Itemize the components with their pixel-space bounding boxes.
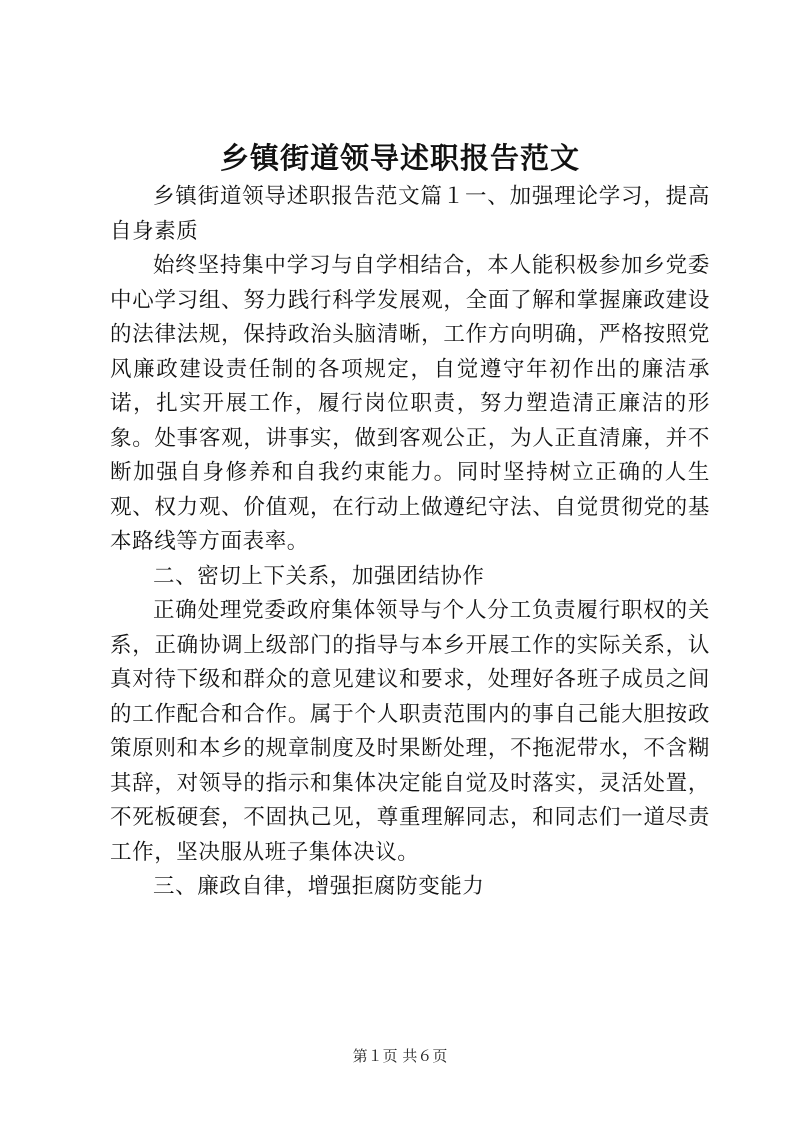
paragraph-2: 正确处理党委政府集体领导与个人分工负责履行职权的关系，正确协调上级部门的指导与本乡开展工作的实际关系，认真对待下级和群众的意见建议和要求，处理好各班子成员之间的工作配合和合作。属于个人职责范围内的事自己能大胆按政策原则和本乡的规章制度及时果断处理，不拖泥带水，不含糊其辞，对领导的指示和集体决定能自觉及时落实，灵活处置，不死板硬套，不固执己见，尊重理解同志，和同志们一道尽责工作，坚决服从班子集体决议。 xyxy=(110,598,710,865)
paragraph-1: 始终坚持集中学习与自学相结合，本人能积极参加乡党委中心学习组、努力践行科学发展观，全面了解和掌握廉政建设的法律法规，保持政治头脑清晰，工作方向明确，严格按照党风廉政建设责任制的各项规定，自觉遵守年初作出的廉洁承诺，扎实开展工作，履行岗位职责，努力塑造清正廉洁的形象。处事客观，讲事实，做到客观公正，为人正直清廉，并不断加强自身修养和自我约束能力。同时坚持树立正确的人生观、权力观、价值观，在行动上做遵纪守法、自觉贯彻党的基本路线等方面表率。 xyxy=(110,253,710,554)
paragraph-heading-1: 乡镇街道领导述职报告范文篇１一、加强理论学习，提高自身素质 xyxy=(110,184,710,244)
document-title: 乡镇街道领导述职报告范文 xyxy=(219,141,580,175)
page-number-footer: 第１页 共６页 xyxy=(352,1047,448,1065)
document-body xyxy=(110,180,710,905)
paragraph-heading-2: 二、密切上下关系，加强团结协作 xyxy=(153,563,485,589)
paragraph-heading-3: 三、廉政自律，增强拒腐防变能力 xyxy=(153,874,485,899)
